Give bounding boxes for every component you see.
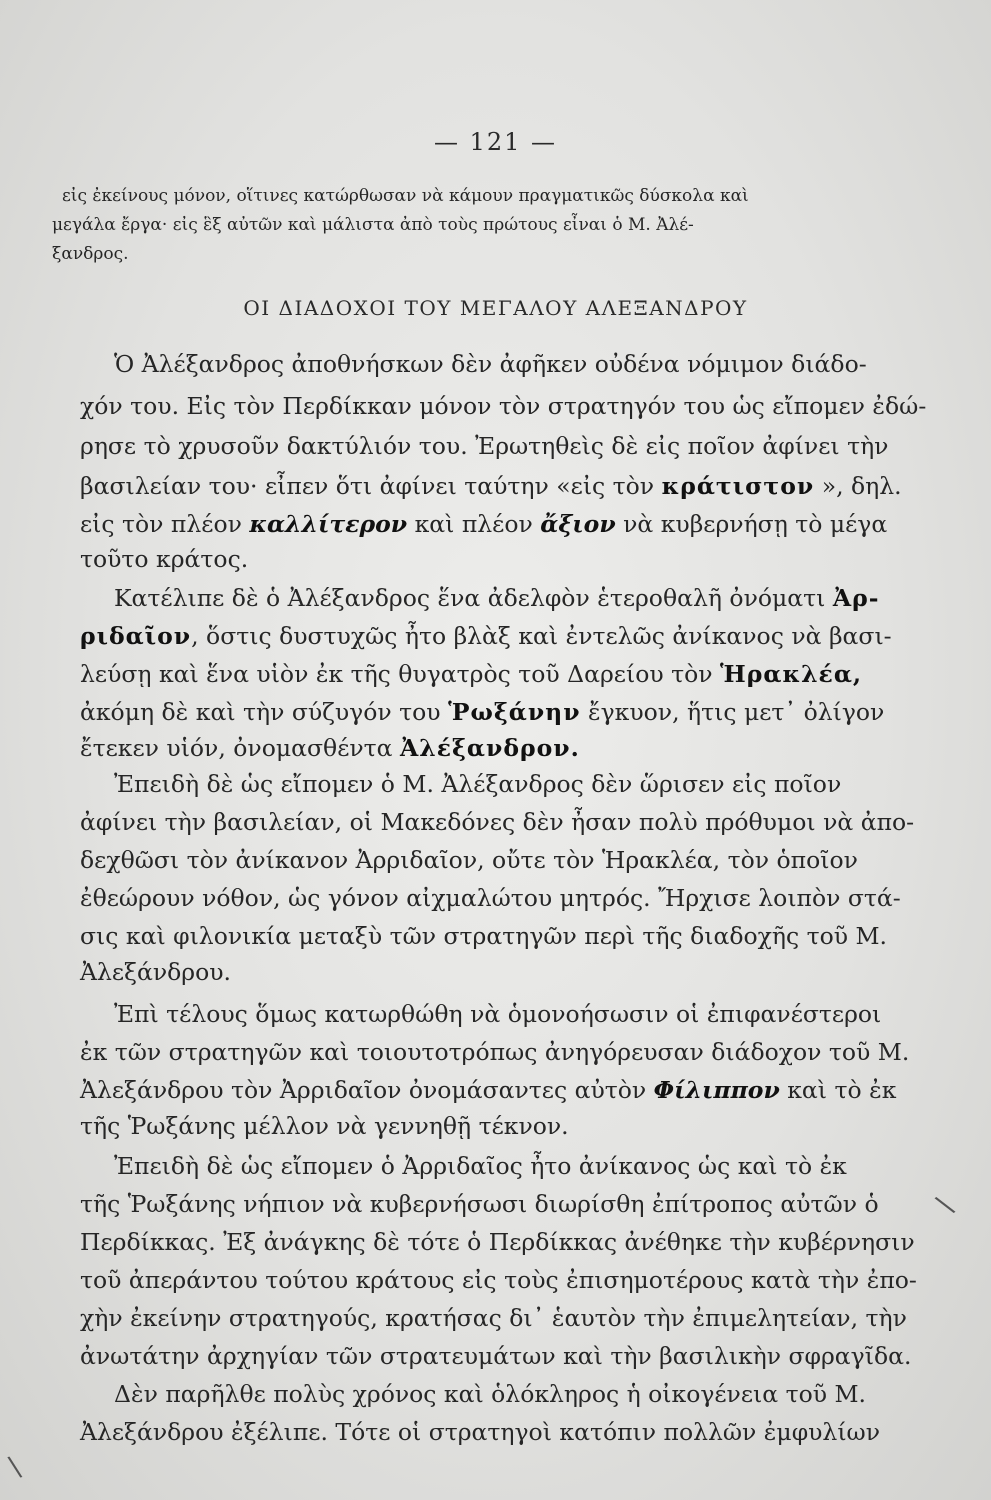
p3-line-2: ἀφίνει τὴν βασιλείαν, οἱ Μακεδόνες δὲν ἦσαν πολὺ πρόθυμοι νὰ ἀπο-: [80, 808, 915, 836]
p5-line-5: χὴν ἐκείνην στρατηγούς, κρατήσας δι᾽ ἑαυτὸν τὴν ἐπιμελητείαν, τὴν: [80, 1304, 907, 1332]
p1-line-4: [80, 472, 902, 500]
p4-line-3: [80, 1076, 896, 1104]
p1-line-5: [80, 510, 887, 538]
p3-line-5: σις καὶ φιλονικία μεταξὺ τῶν στρατηγῶν περὶ τῆς διαδοχῆς τοῦ Μ.: [80, 922, 888, 950]
p2-line-5: [80, 734, 580, 762]
p1-line-2: χόν του. Εἰς τὸν Περδίκκαν μόνον τὸν στρατηγόν του ὡς εἴπομεν ἐδώ-: [80, 392, 927, 420]
p3-line-3: δεχθῶσι τὸν ἀνίκανον Ἀρριδαῖον, οὔτε τὸν Ἡρακλέα, τὸν ὁποῖον: [80, 846, 858, 874]
p5-line-6: ἀνωτάτην ἀρχηγίαν τῶν στρατευμάτων καὶ τὴν βασιλικὴν σφραγῖδα.: [80, 1342, 912, 1370]
p2-line-2: [80, 622, 892, 650]
p2-line-4: [80, 698, 884, 726]
emph-kalliteron: καλλίτερον: [249, 510, 408, 538]
p5-line-1: Ἐπειδὴ δὲ ὡς εἴπομεν ὁ Ἀρριδαῖος ἦτο ἀνίκανος ὡς καὶ τὸ ἐκ: [114, 1152, 847, 1180]
section-heading: ΟΙ ΔΙΑΔΟΧΟΙ ΤΟΥ ΜΕΓΑΛΟΥ ΑΛΕΞΑΝΔΡΟΥ: [243, 296, 748, 320]
emph-arridaion-end: ριδαῖον: [80, 622, 192, 650]
p2-line-1: [114, 584, 879, 612]
p6-line-2: Ἀλεξάνδρου ἐξέλιπε. Τότε οἱ στρατηγοὶ κατόπιν πολλῶν ἐμφυλίων: [80, 1418, 880, 1446]
p2-line-3: [80, 660, 862, 688]
p1-line-3: ρησε τὸ χρυσοῦν δακτύλιόν του. Ἐρωτηθεὶς δὲ εἰς ποῖον ἀφίνει τὴν: [80, 432, 889, 460]
scan-mark-left: \: [5, 1449, 24, 1484]
p4-line-3-end: καὶ τὸ ἐκ: [787, 1076, 897, 1104]
intro-line-1: εἰς ἐκείνους μόνον, οἵτινες κατώρθωσαν νὰ κάμουν πραγματικῶς δύσκολα καὶ: [62, 186, 749, 206]
p1-line-1: Ὁ Ἀλέξανδρος ἀποθνήσκων δὲν ἀφῆκεν οὐδένα νόμιμον διάδο-: [114, 350, 867, 378]
p5-line-4: τοῦ ἀπεράντου τούτου κράτους εἰς τοὺς ἐπισημοτέρους κατὰ τὴν ἐπο-: [80, 1266, 917, 1294]
emph-arridaion-start: Ἀρ-: [832, 584, 880, 612]
p6-line-1: Δὲν παρῆλθε πολὺς χρόνος καὶ ὁλόκληρος ἡ οἰκογένεια τοῦ Μ.: [114, 1380, 867, 1408]
p1-line-6: τοῦτο κράτος.: [80, 545, 249, 573]
p2-line-4-text: ἀκόμη δὲ καὶ τὴν σύζυγόν του: [80, 698, 441, 726]
p5-line-3: Περδίκκας. Ἐξ ἀνάγκης δὲ τότε ὁ Περδίκκας ἀνέθηκε τὴν κυβέρνησιν: [80, 1228, 915, 1256]
emph-kratiston: κράτιστον: [661, 472, 815, 500]
p4-line-4: τῆς Ῥωξάνης μέλλον νὰ γεννηθῇ τέκνον.: [80, 1112, 569, 1140]
intro-line-3: ξανδρος.: [52, 244, 129, 264]
p2-line-5-text: ἔτεκεν υἱόν, ὀνομασθέντα: [80, 734, 393, 762]
p1-line-4-text: βασιλείαν του· εἶπεν ὅτι ἀφίνει ταύτην «εἰς τὸν: [80, 472, 655, 500]
p1-line-5-text-c: νὰ κυβερνήσῃ τὸ μέγα: [623, 510, 888, 538]
emph-axion: ἄξιον: [540, 510, 616, 538]
p3-line-6: Ἀλεξάνδρου.: [80, 958, 232, 986]
p2-line-4-end: ἔγκυον, ἥτις μετ᾽ ὀλίγον: [588, 698, 885, 726]
p1-line-5-text-b: καὶ πλέον: [414, 510, 533, 538]
page-number: — 121 —: [433, 128, 558, 156]
p3-line-1: Ἐπειδὴ δὲ ὡς εἴπομεν ὁ Μ. Ἀλέξανδρος δὲν ὥρισεν εἰς ποῖον: [114, 770, 842, 798]
emph-filippon: Φίλιππον: [653, 1076, 780, 1104]
emph-herakleia: Ἡρακλέα,: [720, 660, 863, 688]
p1-line-5-text-a: εἰς τὸν πλέον: [80, 510, 242, 538]
scan-mark-right: \: [931, 1188, 959, 1221]
p4-line-3-text: Ἀλεξάνδρου τὸν Ἀρριδαῖον ὀνομάσαντες αὐτὸν: [80, 1076, 647, 1104]
p4-line-2: ἐκ τῶν στρατηγῶν καὶ τοιουτοτρόπως ἀνηγόρευσαν διάδοχον τοῦ Μ.: [80, 1038, 910, 1066]
intro-line-2: μεγάλα ἔργα· εἰς ἓξ αὐτῶν καὶ μάλιστα ἀπὸ τοὺς πρώτους εἶναι ὁ Μ. Ἀλέ-: [52, 215, 694, 235]
p1-line-4-end: », δηλ.: [821, 472, 902, 500]
p5-line-2: τῆς Ῥωξάνης νήπιον νὰ κυβερνήσωσι διωρίσθη ἐπίτροπος αὐτῶν ὁ: [80, 1190, 879, 1218]
emph-roxanin: Ῥωξάνην: [448, 698, 581, 726]
p2-line-2-text: , ὅστις δυστυχῶς ἦτο βλὰξ καὶ ἐντελῶς ἀνίκανος νὰ βασι-: [191, 622, 892, 650]
p2-line-3-text: λεύσῃ καὶ ἕνα υἱὸν ἐκ τῆς θυγατρὸς τοῦ Δαρείου τὸν: [80, 660, 713, 688]
p4-line-1: Ἐπὶ τέλους ὅμως κατωρθώθη νὰ ὁμονοήσωσιν οἱ ἐπιφανέστεροι: [114, 1000, 882, 1028]
p3-line-4: ἐθεώρουν νόθον, ὡς γόνον αἰχμαλώτου μητρός. Ἤρχισε λοιπὸν στά-: [80, 884, 901, 912]
emph-alexandron: Ἀλέξανδρον.: [400, 734, 580, 762]
p2-line-1-text: Κατέλιπε δὲ ὁ Ἀλέξανδρος ἕνα ἀδελφὸν ἑτεροθαλῆ ὀνόματι: [114, 584, 826, 612]
